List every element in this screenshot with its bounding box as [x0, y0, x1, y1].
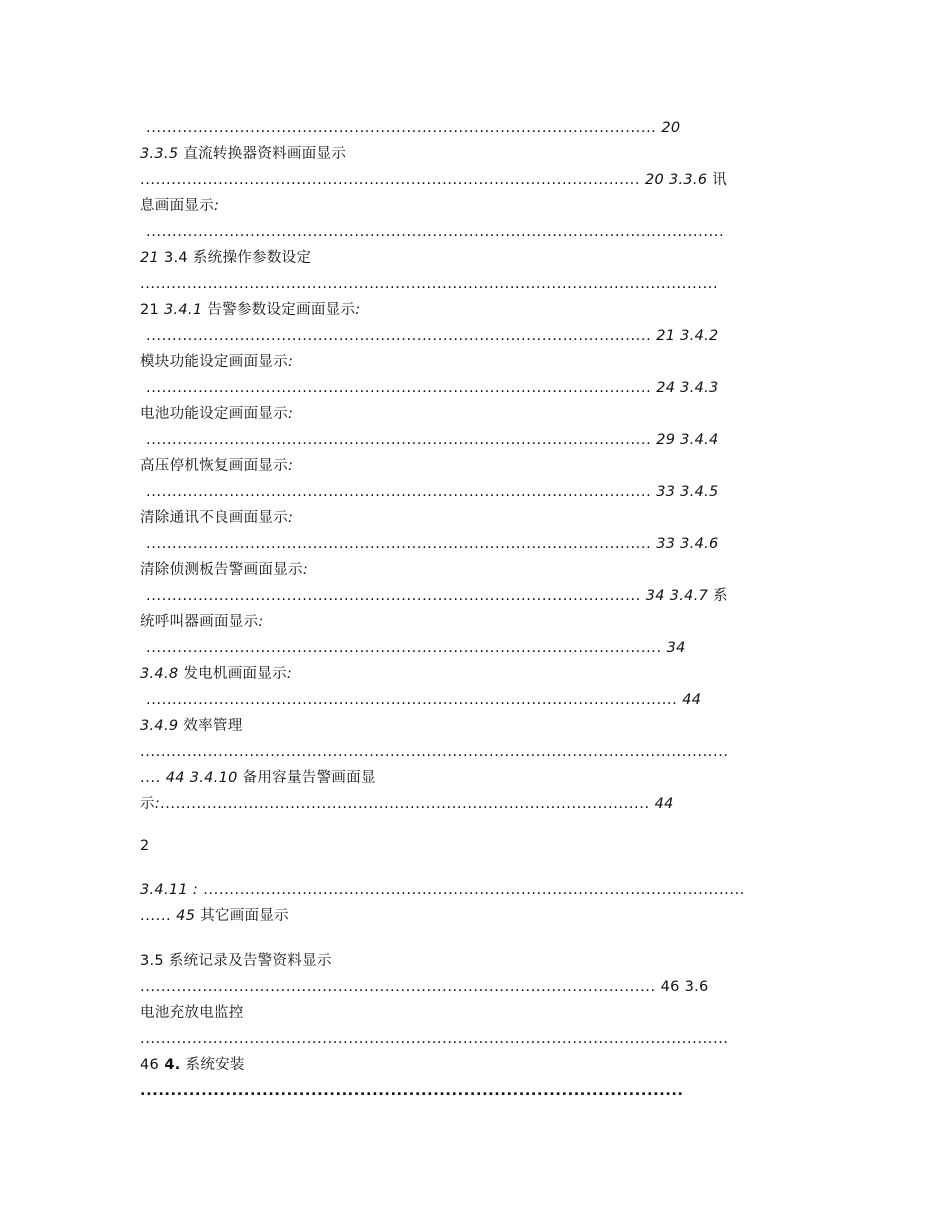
section-title: 高压停机恢复画面显示	[140, 458, 288, 474]
colon: :	[355, 302, 361, 318]
leader-dots: ......	[140, 908, 172, 924]
toc-line-30	[140, 951, 332, 971]
section-title: 备用容量告警画面显	[237, 770, 376, 786]
page-ref: 44	[160, 770, 185, 786]
section-title: 系	[708, 588, 728, 604]
section-title: 清除侦测板告警画面显示	[140, 562, 303, 578]
leader-dots: .................................................................................................	[146, 328, 652, 344]
section-title: 统呼叫器画面显示	[140, 614, 259, 630]
toc-line-8	[140, 300, 360, 320]
leader-dots: ..............................................................................................	[160, 796, 650, 812]
page-ref: 20	[656, 120, 681, 136]
page-ref: 33	[651, 536, 676, 552]
page-ref: 45	[171, 908, 196, 924]
section-code: 3.4.8	[140, 666, 179, 682]
section-title: 系统安装	[180, 1057, 245, 1073]
colon: :	[288, 406, 294, 422]
section-title: 示	[140, 796, 155, 812]
toc-line-1	[146, 118, 680, 138]
section-code: 3.5	[140, 953, 164, 969]
colon: :	[288, 354, 294, 370]
toc-line-27	[140, 794, 674, 814]
section-code: 3.6	[679, 979, 709, 995]
section-title: 效率管理	[178, 718, 243, 734]
toc-line-4	[140, 196, 219, 216]
toc-line-25	[140, 742, 729, 762]
leader-dots: ...............................................................................................................	[146, 224, 725, 240]
section-title: 息画面显示	[140, 198, 214, 214]
section-title: 直流转换器资料画面显示	[178, 146, 347, 162]
toc-line-29	[140, 906, 289, 926]
section-title: 其它画面显示	[195, 908, 289, 924]
page-ref: 24	[651, 380, 676, 396]
leader-dots: .................................................................................................................	[140, 1031, 729, 1047]
section-code: 3.4.1	[159, 302, 203, 318]
page-ref: 33	[651, 484, 676, 500]
section-title: 电池充放电监控	[140, 1005, 244, 1021]
toc-line-7	[140, 274, 718, 294]
section-code: 3.4.5	[675, 484, 719, 500]
toc-line-18	[140, 560, 308, 580]
toc-line-34	[140, 1055, 245, 1075]
toc-line-24	[140, 716, 243, 736]
section-code: 3.4.6	[675, 536, 719, 552]
colon: :	[154, 796, 160, 812]
colon: :	[286, 666, 293, 682]
toc-line-6	[140, 248, 311, 268]
section-title: 讯	[707, 172, 728, 188]
toc-line-35	[140, 1081, 684, 1101]
page-ref: 34	[640, 588, 665, 604]
section-code: 3.4.4	[675, 432, 719, 448]
section-code: 3.4.7	[664, 588, 709, 604]
toc-line-11	[146, 378, 719, 398]
toc-line-32	[140, 1003, 244, 1023]
leader-dots: ...............................................................................................................	[140, 276, 719, 292]
section-title: 清除通讯不良画面显示	[140, 510, 288, 526]
toc-line-21	[146, 638, 686, 658]
page-ref: 20	[640, 172, 665, 188]
toc-line-12	[140, 404, 293, 424]
leader-dots: ....	[140, 770, 161, 786]
page-ref: 44	[677, 692, 702, 708]
toc-line-9	[146, 326, 719, 346]
toc-line-14	[140, 456, 293, 476]
toc-line-5	[146, 222, 724, 242]
toc-line-22	[140, 664, 292, 684]
leader-dots: .................................................................................................	[146, 484, 652, 500]
page-ref: 46	[655, 979, 680, 995]
section-title: 系统操作参数设定	[187, 250, 312, 266]
toc-line-13	[146, 430, 719, 450]
leader-dots: ...................................................................................................	[146, 640, 662, 656]
toc-line-28	[140, 880, 745, 900]
colon: :	[214, 198, 220, 214]
toc-line-20	[140, 612, 264, 632]
toc-line-15	[146, 482, 719, 502]
colon: :	[288, 458, 294, 474]
toc-line-10	[140, 352, 293, 372]
leader-dots: .................................................................................................	[146, 432, 652, 448]
colon: :	[302, 562, 308, 578]
toc-line-33	[140, 1029, 729, 1049]
section-title: 告警参数设定画面显示	[202, 302, 356, 318]
page-number: 2	[140, 838, 150, 854]
section-title: 系统记录及告警资料显示	[163, 953, 332, 969]
leader-dots: ...................................................................................................	[140, 979, 656, 995]
toc-line-17	[146, 534, 719, 554]
section-code: 3.4.3	[675, 380, 719, 396]
section-code: 3.4.9	[140, 718, 179, 734]
leader-dots: ........................................................................................................	[198, 882, 745, 898]
section-code: 3.4.10	[184, 770, 238, 786]
section-title: 发电机画面显示	[178, 666, 287, 682]
page-ref: 44	[649, 796, 674, 812]
page-ref: 21	[651, 328, 676, 344]
toc-line-26	[140, 768, 376, 788]
page-ref: 21	[140, 250, 160, 266]
colon: :	[288, 510, 294, 526]
leader-dots: .........................................................................................	[140, 1083, 684, 1099]
leader-dots: .................................................................................................	[146, 536, 652, 552]
page-ref: 21	[140, 302, 160, 318]
colon: :	[187, 882, 199, 898]
toc-line-2	[140, 144, 346, 164]
toc-line-31	[140, 977, 709, 997]
section-code: 3.4	[159, 250, 188, 266]
leader-dots: ......................................................................................................	[146, 692, 678, 708]
leader-dots: ..................................................................................................	[146, 120, 657, 136]
leader-dots: ................................................................................................	[140, 172, 641, 188]
leader-dots: .................................................................................................................	[140, 744, 729, 760]
page-ref: 46	[140, 1057, 160, 1073]
section-title: 电池功能设定画面显示	[140, 406, 288, 422]
toc-line-3	[140, 170, 727, 190]
toc-line-19	[146, 586, 728, 606]
section-code: 3.4.11	[140, 882, 188, 898]
colon: :	[258, 614, 264, 630]
leader-dots: ...............................................................................................	[146, 588, 641, 604]
section-code: 4.	[159, 1057, 181, 1073]
toc-line-16	[140, 508, 293, 528]
section-code: 3.4.2	[675, 328, 719, 344]
toc-line-23	[146, 690, 701, 710]
section-code: 3.3.5	[140, 146, 179, 162]
section-code: 3.3.6	[664, 172, 708, 188]
page-ref: 29	[651, 432, 676, 448]
page-ref: 34	[661, 640, 686, 656]
section-title: 模块功能设定画面显示	[140, 354, 288, 370]
leader-dots: .................................................................................................	[146, 380, 652, 396]
